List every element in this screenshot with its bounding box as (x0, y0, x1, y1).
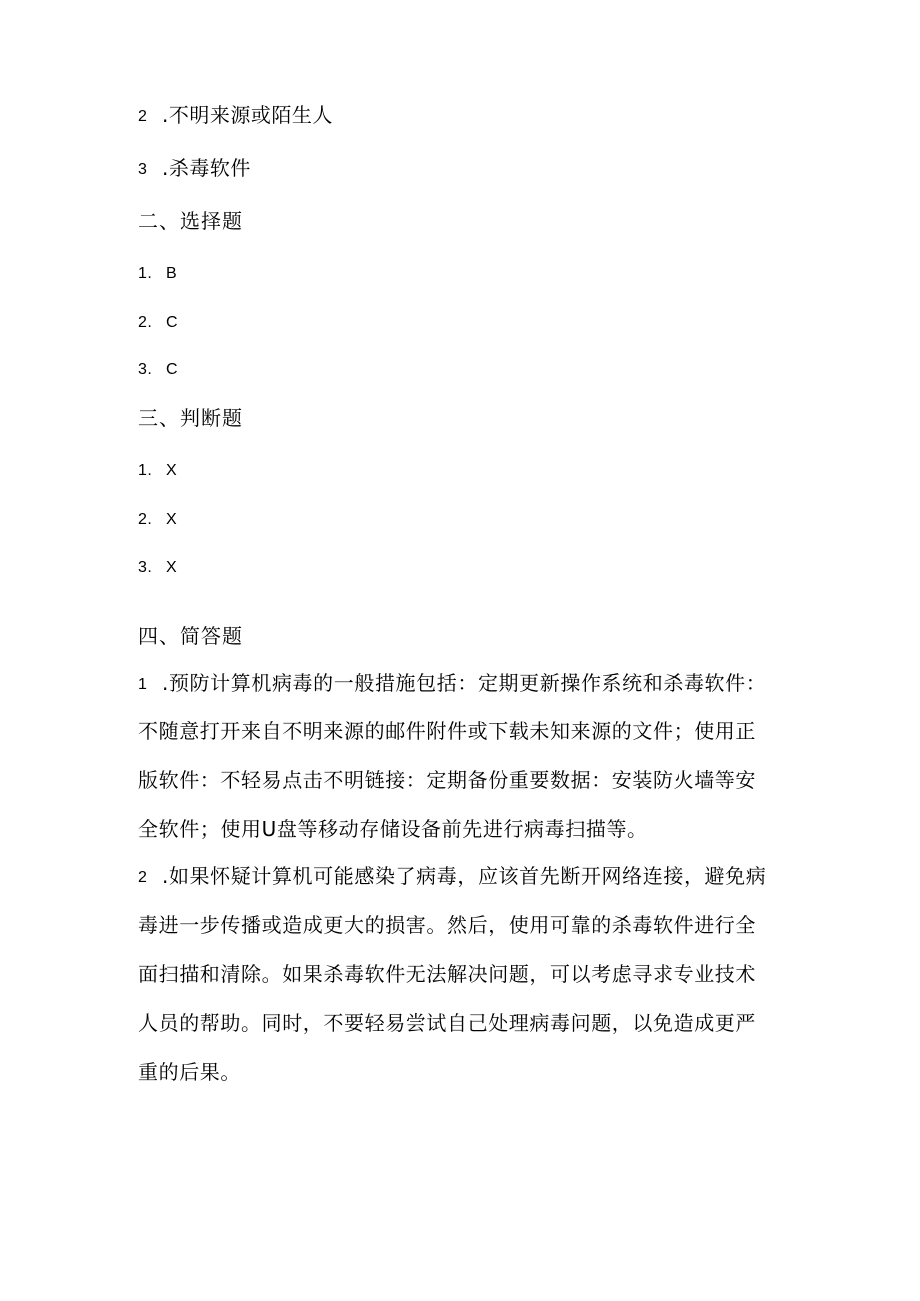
choice-answer-2 (138, 309, 178, 335)
answer-line: 不随意打开来自不明来源的邮件附件或下载未知来源的文件；使用正 (138, 719, 756, 743)
item-number: 3. (138, 361, 153, 378)
answer-value: C (166, 314, 179, 331)
item-number: 2 (138, 869, 148, 886)
item-number: 2. (138, 314, 153, 331)
answer-line: 面扫描和清除。如果杀毒软件无法解决问题，可以考虑寻求专业技术 (138, 962, 756, 986)
item-number: 2. (138, 511, 153, 528)
item-text: .杀毒软件 (162, 156, 251, 180)
item-number: 1. (138, 265, 153, 282)
answer-line (138, 671, 766, 697)
answer-line: 人员的帮助。同时，不要轻易尝试自己处理病毒问题，以免造成更严 (138, 1011, 756, 1035)
answer-text: .如果怀疑计算机可能感染了病毒，应该首先断开网络连接，避免病 (162, 864, 767, 888)
fill-in-item-2 (138, 103, 333, 129)
answer-value: X (166, 462, 178, 479)
judgment-answer-1 (138, 457, 177, 483)
answer-line: 版软件：不轻易点击不明链接：定期备份重要数据：安装防火墙等安 (138, 768, 756, 792)
answer-line: 全软件；使用U盘等移动存储设备前先进行病毒扫描等。 (138, 817, 648, 841)
answer-value: X (166, 559, 178, 576)
judgment-answer-3 (138, 554, 177, 580)
answer-line: 毒进一步传播或造成更大的损害。然后，使用可靠的杀毒软件进行全 (138, 913, 756, 937)
answer-text: .预防计算机病毒的一般措施包括：定期更新操作系统和杀毒软件： (162, 671, 767, 695)
item-number: 1. (138, 462, 153, 479)
item-number: 3. (138, 559, 153, 576)
fill-in-item-3 (138, 156, 251, 182)
section-heading-judgment: 三、判断题 (138, 406, 243, 430)
answer-line: 重的后果。 (138, 1060, 241, 1084)
judgment-answer-2 (138, 506, 177, 532)
item-number: 2 (138, 108, 148, 125)
item-number: 3 (138, 161, 148, 178)
section-heading-choice: 二、选择题 (138, 209, 243, 233)
item-number: 1 (138, 676, 148, 693)
answer-value: C (166, 361, 179, 378)
item-text: .不明来源或陌生人 (162, 103, 333, 127)
section-heading-short-answer: 四、简答题 (138, 624, 243, 648)
answer-value: B (166, 265, 178, 282)
choice-answer-1 (138, 260, 177, 286)
answer-line (138, 864, 766, 890)
answer-value: X (166, 511, 178, 528)
choice-answer-3 (138, 356, 178, 382)
